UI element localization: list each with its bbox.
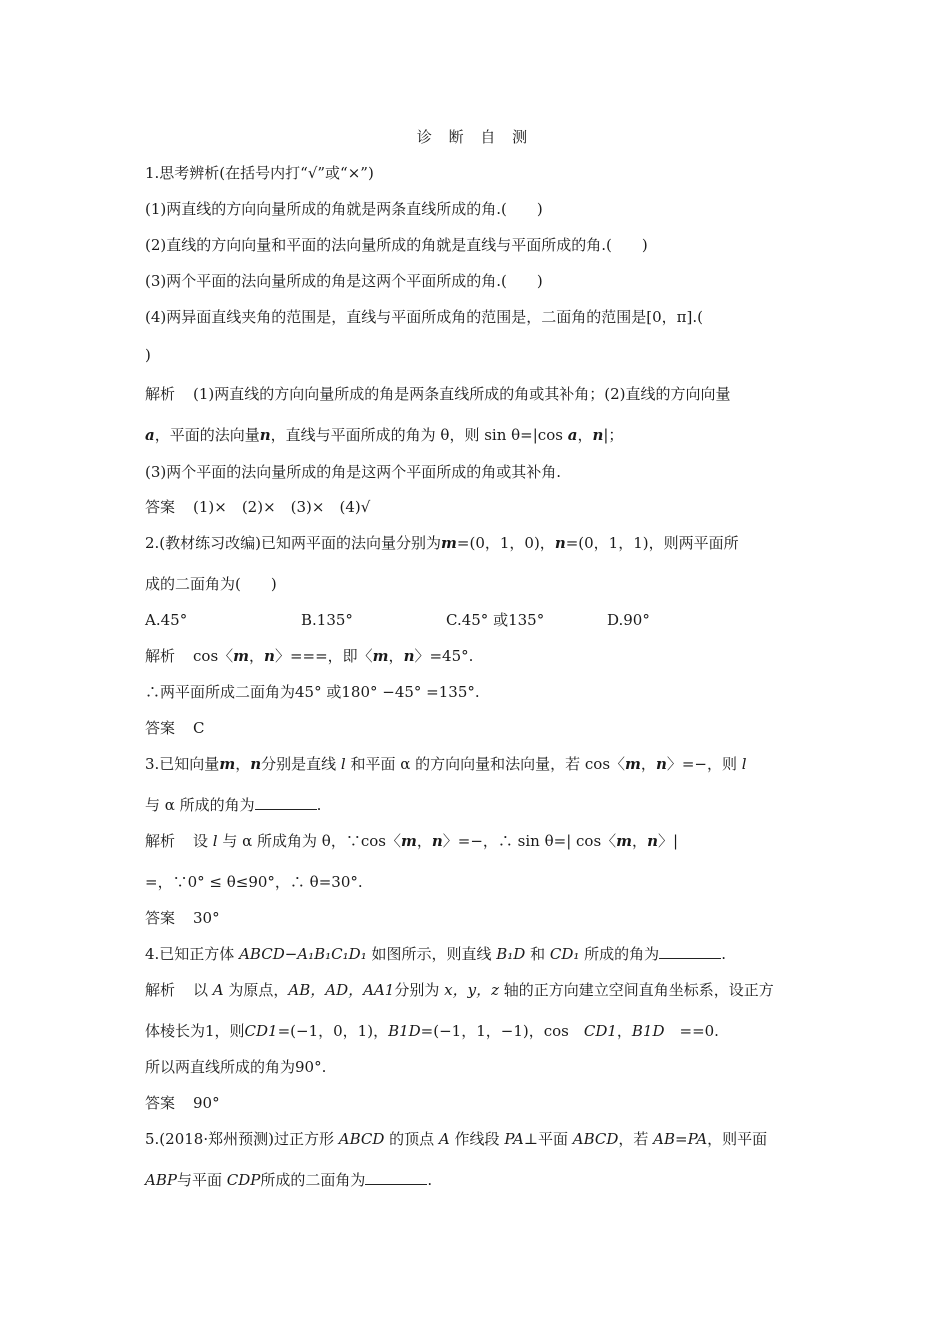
plane-abcd: ABCD	[572, 1130, 619, 1148]
segment-pa: PA	[504, 1130, 524, 1148]
analysis-text: ，	[416, 832, 432, 850]
axis-vectors: AB，AD，AA1	[288, 981, 395, 999]
analysis-text: 轴的正方向建立空间直角坐标系，设正方	[498, 981, 774, 999]
stem-text: .	[427, 1171, 433, 1189]
analysis-text: 分别为	[394, 981, 445, 999]
vector-n: n	[655, 755, 667, 773]
analysis-text: ，	[249, 647, 265, 665]
stem-text: 5.(2018·郑州预测)过正方形	[145, 1130, 339, 1148]
analysis-text: ，	[577, 426, 593, 444]
analysis-text: =(−1，0，1)，	[277, 1022, 389, 1040]
vector-b1d: B1D	[388, 1022, 421, 1040]
vector-n: n	[250, 755, 262, 773]
vector-n: n	[259, 426, 271, 444]
point-a: A	[438, 1130, 450, 1148]
q1-analysis-line-1	[145, 384, 815, 404]
q1-analysis-line-3: (3)两个平面的法向量所成的角是这两个平面所成的角或其补角.	[145, 463, 562, 481]
analysis-label: 解析	[145, 832, 176, 850]
axis-names: x，y，z	[444, 981, 499, 999]
q1-statement-2: (2)直线的方向向量和平面的法向量所成的角就是直线与平面所成的角.( )	[145, 236, 648, 254]
analysis-text: 〉|	[657, 832, 679, 850]
analysis-text: 〉=45°.	[414, 647, 474, 665]
stem-text: 与平面	[176, 1171, 227, 1189]
stem-text: ，则平面	[707, 1130, 768, 1148]
line-l: l	[212, 832, 218, 850]
stem-text: .	[721, 945, 726, 963]
answer-label: 答案	[145, 498, 176, 516]
q2-answer	[145, 718, 815, 738]
analysis-text: 为原点，	[223, 981, 289, 999]
analysis-text: |；	[603, 426, 624, 444]
q1-answer	[145, 497, 815, 517]
stem-text: 3.已知向量	[145, 755, 220, 773]
q5-stem-line-1	[145, 1129, 815, 1149]
q3-analysis-line-2: =，∵0° ≤ θ≤90°，∴ θ=30°.	[145, 873, 363, 891]
answer-text: (1)× (2)× (3)× (4)√	[193, 498, 371, 516]
analysis-text: ，	[616, 1022, 632, 1040]
vector-n: n	[592, 426, 604, 444]
vector-n: n	[431, 832, 443, 850]
q4-analysis-line-1	[145, 980, 815, 1000]
q2-option-a: A.45°	[145, 611, 188, 629]
q4-analysis-line-2	[145, 1021, 815, 1041]
plane-cdp: CDP	[226, 1171, 261, 1189]
analysis-label: 解析	[145, 981, 176, 999]
analysis-text: ，	[632, 832, 648, 850]
q2-analysis-line-2: ∴两平面所成二面角为45° 或180° −45° =135°.	[145, 683, 480, 701]
analysis-text: =(−1，1，−1)，cos	[420, 1022, 584, 1040]
q1-stem: 1.思考辨析(在括号内打“√”或“×”)	[145, 164, 374, 182]
stem-text: 如图所示，则直线	[366, 945, 497, 963]
q3-analysis-line-1	[145, 831, 815, 851]
analysis-text: 设	[193, 832, 213, 850]
analysis-label: 解析	[145, 385, 176, 403]
analysis-text: ，平面的法向量	[154, 426, 260, 444]
q3-answer	[145, 908, 815, 928]
vector-cd1: CD1	[244, 1022, 278, 1040]
vector-n: n	[554, 534, 566, 552]
segment-pa: PA	[687, 1130, 708, 1148]
q1-analysis-line-2	[145, 425, 815, 445]
stem-text: 2.(教材练习改编)已知两平面的法向量分别为	[145, 534, 442, 552]
answer-text: 30°	[193, 909, 220, 927]
stem-text: 分别是直线	[261, 755, 341, 773]
answer-blank[interactable]	[365, 1170, 427, 1185]
stem-text: 和	[525, 945, 550, 963]
q2-stem-line-1	[145, 533, 815, 553]
analysis-text: ，直线与平面所成的角为 θ，则 sin θ=|cos	[270, 426, 568, 444]
stem-text: =(0，1，1)，则两平面所	[565, 534, 739, 552]
stem-text: 所成的角为	[579, 945, 660, 963]
q3-stem-line-1	[145, 754, 815, 774]
analysis-text: 〉===，即〈	[274, 647, 373, 665]
cube-name: ABCD−A₁B₁C₁D₁	[239, 945, 367, 963]
analysis-label: 解析	[145, 647, 176, 665]
analysis-text: 与 α 所成角为 θ，∵cos〈	[217, 832, 401, 850]
answer-blank[interactable]	[255, 795, 317, 810]
q1-statement-4: (4)两异面直线夹角的范围是，直线与平面所成角的范围是，二面角的范围是[0，π].(	[145, 308, 703, 326]
answer-label: 答案	[145, 1094, 176, 1112]
q3-stem-line-2	[145, 795, 815, 815]
stem-text: ，	[235, 755, 251, 773]
segment-ab: AB	[653, 1130, 676, 1148]
analysis-text: 体棱长为1，则	[145, 1022, 245, 1040]
stem-text: 的顶点	[384, 1130, 439, 1148]
q5-stem-line-2	[145, 1170, 815, 1190]
analysis-text: ，	[388, 647, 404, 665]
answer-label: 答案	[145, 909, 176, 927]
q2-analysis-line-1	[145, 646, 815, 666]
vector-m: m	[441, 534, 457, 552]
line-l: l	[741, 755, 747, 773]
q2-option-d: D.90°	[607, 611, 650, 629]
analysis-text: (1)两直线的方向向量所成的角是两条直线所成的角或其补角；(2)直线的方向向量	[193, 385, 731, 403]
stem-text: ⊥平面	[523, 1130, 573, 1148]
stem-text: =	[675, 1130, 688, 1148]
analysis-text: 〉=−，∴ sin θ=| cos〈	[442, 832, 617, 850]
section-title: 诊 断 自 测	[416, 128, 534, 146]
vector-b1d: B1D	[631, 1022, 665, 1040]
vector-m: m	[616, 832, 633, 850]
stem-text: ，	[640, 755, 656, 773]
analysis-text: cos〈	[193, 647, 234, 665]
q4-stem	[145, 944, 815, 964]
analysis-text: ==0.	[664, 1022, 719, 1040]
q1-statement-4-close: )	[145, 346, 151, 364]
vector-cd1: CD1	[583, 1022, 617, 1040]
plane-abp: ABP	[145, 1171, 177, 1189]
q1-statement-1: (1)两直线的方向向量所成的角就是两条直线所成的角.( )	[145, 200, 543, 218]
stem-text: 4.已知正方体	[145, 945, 240, 963]
q2-stem-line-2: 成的二面角为( )	[145, 575, 277, 593]
stem-text: 〉=−，则	[666, 755, 742, 773]
stem-text: 与 α 所成的角为	[145, 796, 255, 814]
stem-text: 作线段	[449, 1130, 505, 1148]
vector-a: a	[567, 426, 578, 444]
line-b1d: B₁D	[496, 945, 526, 963]
stem-text: 所成的二面角为	[260, 1171, 366, 1189]
q1-statement-3: (3)两个平面的法向量所成的角是这两个平面所成的角.( )	[145, 272, 543, 290]
stem-text: ，若	[618, 1130, 654, 1148]
answer-text: C	[193, 719, 205, 737]
stem-text: .	[316, 796, 322, 814]
line-cd1: CD₁	[549, 945, 580, 963]
q4-answer	[145, 1093, 815, 1113]
q2-option-b: B.135°	[301, 611, 353, 629]
vector-n: n	[647, 832, 658, 850]
q2-option-c: C.45° 或135°	[446, 611, 545, 629]
vector-m: m	[219, 755, 236, 773]
answer-label: 答案	[145, 719, 176, 737]
vector-n: n	[264, 647, 275, 665]
square-name: ABCD	[338, 1130, 385, 1148]
vector-n: n	[403, 647, 415, 665]
line-l: l	[340, 755, 346, 773]
vector-m: m	[400, 832, 417, 850]
analysis-text: 以	[193, 981, 213, 999]
vector-m: m	[372, 647, 389, 665]
vector-m: m	[233, 647, 250, 665]
vector-m: m	[625, 755, 641, 773]
stem-text: =(0，1，0)，	[456, 534, 555, 552]
q4-analysis-line-3: 所以两直线所成的角为90°.	[145, 1058, 327, 1076]
stem-text: 和平面 α 的方向向量和法向量，若 cos〈	[345, 755, 626, 773]
vector-a: a	[145, 426, 155, 444]
point-a: A	[212, 981, 224, 999]
answer-blank[interactable]	[659, 944, 721, 959]
answer-text: 90°	[193, 1094, 220, 1112]
